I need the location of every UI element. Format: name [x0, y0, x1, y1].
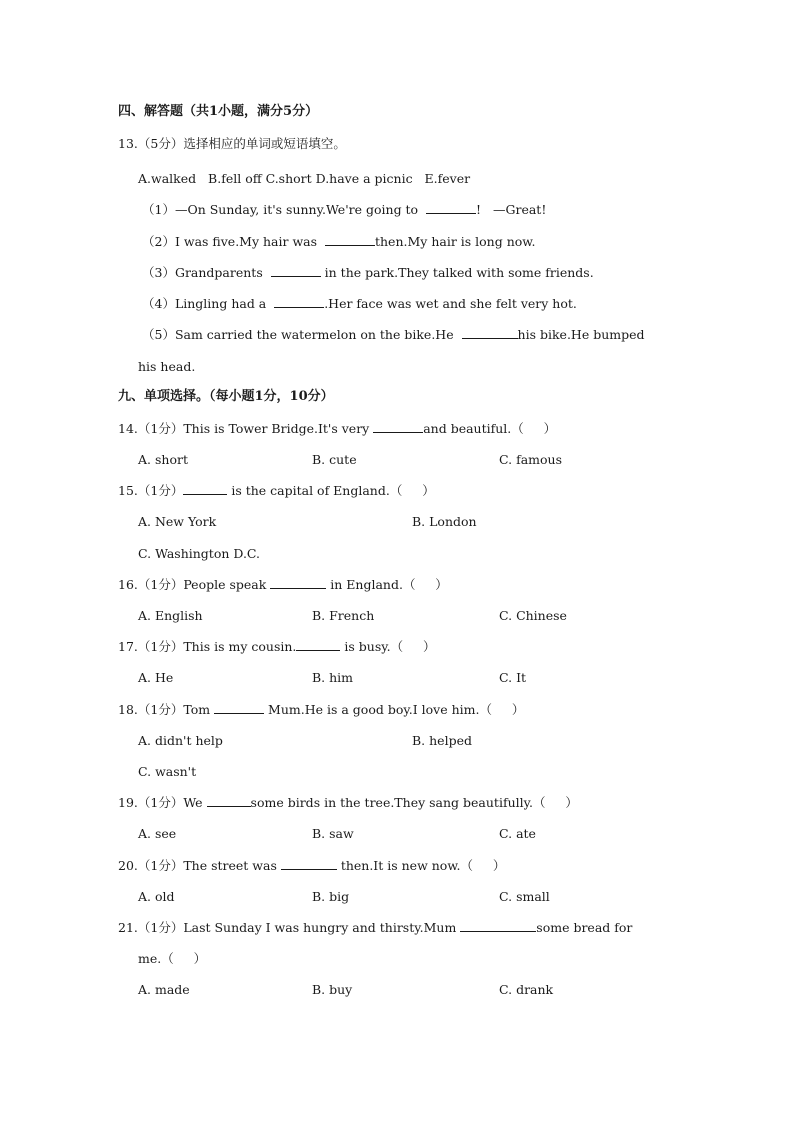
answer-blank[interactable] — [207, 795, 251, 807]
q21-stem-cont: me.（ ） — [138, 951, 207, 966]
q13-item-2: （2）I was five.My hair was then.My hair is long now. — [142, 234, 536, 249]
answer-blank[interactable] — [281, 858, 337, 870]
answer-blank[interactable] — [214, 702, 264, 714]
q15-option-c[interactable]: C. Washington D.C. — [138, 546, 261, 561]
q13-item-3: （3）Grandparents in the park.They talked with some friends. — [142, 265, 594, 280]
q13-item-4: （4）Lingling had a .Her face was wet and she felt very hot. — [142, 296, 577, 311]
q20-stem: 20.（1分）The street was then.It is new now.（ ） — [118, 858, 506, 873]
q15-option-a[interactable]: A. New York — [138, 514, 217, 529]
q14-stem: 14.（1分）This is Tower Bridge.It's very and beautiful.（ ） — [118, 421, 557, 436]
answer-blank[interactable] — [426, 202, 476, 214]
q13-item-1: （1）—On Sunday, it's sunny.We're going to ! —Great! — [142, 202, 547, 217]
answer-blank[interactable] — [325, 234, 375, 246]
q13-stem: 13.（5分）选择相应的单词或短语填空。 — [118, 136, 346, 151]
q16-option-c[interactable]: C. Chinese — [499, 608, 567, 623]
q16-stem: 16.（1分）People speak in England.（ ） — [118, 577, 448, 592]
q19-option-b[interactable]: B. saw — [312, 826, 354, 841]
q16-option-b[interactable]: B. French — [312, 608, 375, 623]
q13-item-5-cont: his head. — [138, 359, 196, 374]
q15-stem: 15.（1分） is the capital of England.（ ） — [118, 483, 435, 498]
answer-blank[interactable] — [373, 421, 423, 433]
q16-option-a[interactable]: A. English — [138, 608, 203, 623]
q13-options: A.walked B.fell off C.short D.have a picnic E.fever — [138, 171, 471, 186]
section-9-title: 九、单项选择。（每小题1分，10分） — [118, 389, 334, 404]
answer-blank[interactable] — [270, 577, 326, 589]
q19-option-c[interactable]: C. ate — [499, 826, 536, 841]
answer-blank[interactable] — [183, 483, 227, 495]
answer-blank[interactable] — [271, 265, 321, 277]
q17-option-c[interactable]: C. It — [499, 670, 527, 685]
q19-option-a[interactable]: A. see — [138, 826, 177, 841]
q21-option-c[interactable]: C. drank — [499, 982, 554, 997]
q15-option-b[interactable]: B. London — [412, 514, 477, 529]
q13-item-5: （5）Sam carried the watermelon on the bike.He his bike.He bumped — [142, 327, 645, 342]
q14-option-c[interactable]: C. famous — [499, 452, 562, 467]
q18-option-b[interactable]: B. helped — [412, 733, 472, 748]
q20-option-b[interactable]: B. big — [312, 889, 350, 904]
q14-option-a[interactable]: A. short — [138, 452, 188, 467]
q21-option-b[interactable]: B. buy — [312, 982, 353, 997]
q21-option-a[interactable]: A. made — [138, 982, 190, 997]
q14-option-b[interactable]: B. cute — [312, 452, 357, 467]
section-4-title: 四、解答题（共1小题，满分5分） — [118, 104, 319, 119]
q18-option-a[interactable]: A. didn't help — [138, 733, 223, 748]
q21-stem: 21.（1分）Last Sunday I was hungry and thirsty.Mum some bread for — [118, 920, 633, 935]
q17-option-b[interactable]: B. him — [312, 670, 354, 685]
q20-option-c[interactable]: C. small — [499, 889, 550, 904]
answer-blank[interactable] — [296, 639, 340, 651]
q17-option-a[interactable]: A. He — [138, 670, 174, 685]
q19-stem: 19.（1分）We some birds in the tree.They sang beautifully.（ ） — [118, 795, 578, 810]
q17-stem: 17.（1分）This is my cousin. is busy.（ ） — [118, 639, 436, 654]
q18-option-c[interactable]: C. wasn't — [138, 764, 197, 779]
q20-option-a[interactable]: A. old — [138, 889, 175, 904]
answer-blank[interactable] — [462, 327, 518, 339]
answer-blank[interactable] — [460, 920, 536, 932]
q18-stem: 18.（1分）Tom Mum.He is a good boy.I love him.（ ） — [118, 702, 525, 717]
answer-blank[interactable] — [274, 296, 324, 308]
